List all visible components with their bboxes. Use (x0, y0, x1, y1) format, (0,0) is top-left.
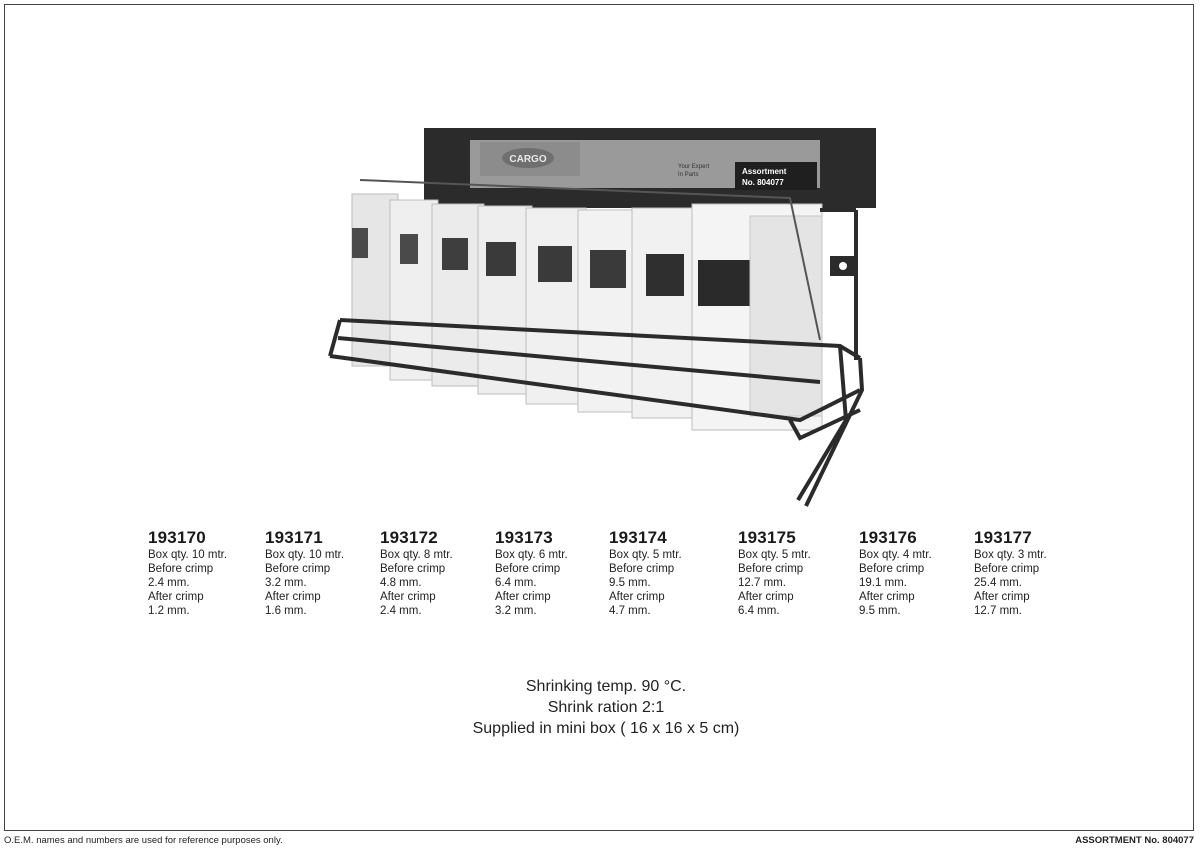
product-193170 (148, 528, 268, 618)
before-crimp-value: 9.5 mm. (609, 577, 651, 589)
after-crimp-label: After crimp (738, 591, 794, 603)
product-code: 193176 (859, 528, 917, 547)
after-crimp-label: After crimp (495, 591, 551, 603)
after-crimp-value: 9.5 mm. (859, 605, 901, 617)
box-qty: Box qty. 10 mtr. (265, 549, 345, 561)
product-code: 193175 (738, 528, 796, 547)
shrinking-temp-note: Shrinking temp. 90 °C. (525, 678, 687, 695)
box-qty: Box qty. 3 mtr. (974, 549, 1047, 561)
svg-text:Assortment: Assortment (742, 167, 787, 176)
before-crimp-label: Before crimp (609, 563, 675, 575)
svg-text:No. 804077: No. 804077 (742, 178, 784, 187)
box-qty: Box qty. 5 mtr. (609, 549, 682, 561)
product-193172 (380, 528, 500, 618)
after-crimp-value: 1.6 mm. (265, 605, 307, 617)
product-193175 (738, 528, 858, 618)
after-crimp-value: 2.4 mm. (380, 605, 422, 617)
product-photo (320, 120, 880, 520)
product-193174 (609, 528, 729, 618)
footer-assortment-number: ASSORTMENT No. 804077 (1075, 835, 1194, 846)
product-code: 193172 (380, 528, 438, 547)
box-qty: Box qty. 5 mtr. (738, 549, 811, 561)
product-193171 (265, 528, 385, 618)
product-193173 (495, 528, 615, 618)
box-qty: Box qty. 10 mtr. (148, 549, 228, 561)
box-qty: Box qty. 4 mtr. (859, 549, 932, 561)
after-crimp-value: 6.4 mm. (738, 605, 780, 617)
before-crimp-value: 2.4 mm. (148, 577, 190, 589)
box-qty: Box qty. 8 mtr. (380, 549, 453, 561)
product-193176 (859, 528, 979, 618)
tagline-2: In Parts (678, 172, 699, 178)
before-crimp-value: 6.4 mm. (495, 577, 537, 589)
product-193177 (974, 528, 1094, 618)
box-stack (352, 194, 822, 430)
before-crimp-value: 4.8 mm. (380, 577, 422, 589)
after-crimp-value: 4.7 mm. (609, 605, 651, 617)
after-crimp-label: After crimp (380, 591, 436, 603)
tagline-1: Your Expert (678, 164, 710, 170)
after-crimp-value: 12.7 mm. (974, 605, 1022, 617)
before-crimp-label: Before crimp (148, 563, 214, 575)
before-crimp-value: 19.1 mm. (859, 577, 907, 589)
product-code: 193174 (609, 528, 667, 547)
before-crimp-value: 3.2 mm. (265, 577, 307, 589)
footer-disclaimer: O.E.M. names and numbers are used for reference purposes only. (4, 835, 283, 846)
before-crimp-label: Before crimp (380, 563, 446, 575)
after-crimp-value: 1.2 mm. (148, 605, 190, 617)
after-crimp-label: After crimp (265, 591, 321, 603)
before-crimp-value: 25.4 mm. (974, 577, 1022, 589)
product-code: 193171 (265, 528, 323, 547)
before-crimp-label: Before crimp (265, 563, 331, 575)
after-crimp-label: After crimp (148, 591, 204, 603)
product-code: 193177 (974, 528, 1032, 547)
before-crimp-label: Before crimp (495, 563, 561, 575)
product-code: 193173 (495, 528, 553, 547)
box-qty: Box qty. 6 mtr. (495, 549, 568, 561)
after-crimp-label: After crimp (974, 591, 1030, 603)
after-crimp-label: After crimp (859, 591, 915, 603)
cargo-logo-text: CARGO (509, 154, 547, 165)
product-notes (300, 676, 912, 739)
before-crimp-label: Before crimp (738, 563, 804, 575)
after-crimp-label: After crimp (609, 591, 665, 603)
before-crimp-label: Before crimp (974, 563, 1040, 575)
before-crimp-value: 12.7 mm. (738, 577, 786, 589)
product-code: 193170 (148, 528, 206, 547)
shrink-ratio-note: Shrink ration 2:1 (547, 699, 665, 716)
after-crimp-value: 3.2 mm. (495, 605, 537, 617)
before-crimp-label: Before crimp (859, 563, 925, 575)
supplied-note: Supplied in mini box ( 16 x 16 x 5 cm) (472, 720, 740, 737)
